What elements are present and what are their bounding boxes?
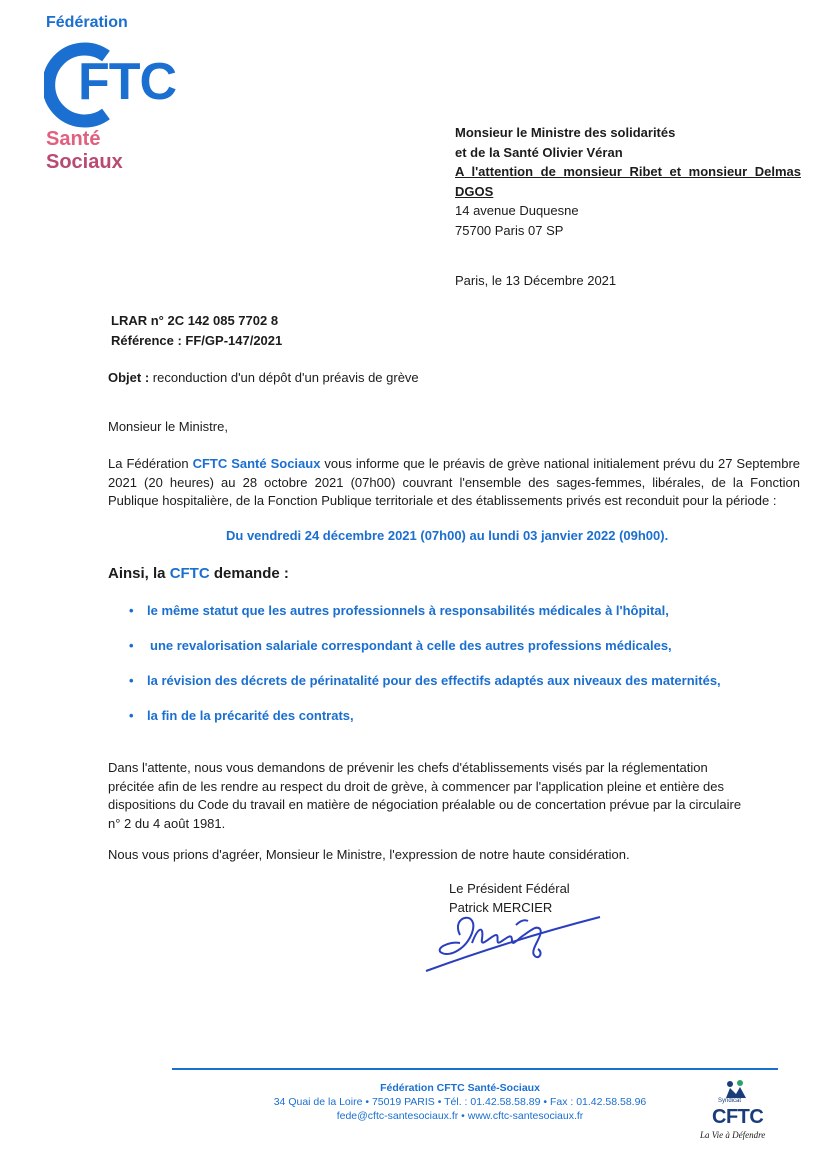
demand-text: une revalorisation salariale correspondant à celle des autres professions médicales, — [150, 638, 672, 653]
demands-heading-brand: CFTC — [169, 565, 210, 582]
footer-cftc-logo — [700, 1080, 780, 1150]
recipient-city: 75700 Paris 07 SP — [455, 222, 564, 238]
closing-formula: Nous vous prions d'agréer, Monsieur le Ministre, l'expression de notre haute considération. — [108, 847, 630, 862]
bullet-icon: • — [129, 708, 134, 723]
recipient-block — [455, 123, 801, 240]
intro-brand: CFTC Santé Sociaux — [192, 456, 321, 471]
logo-figures-icon — [724, 1080, 748, 1098]
references-block — [111, 311, 282, 351]
strike-period: Du vendredi 24 décembre 2021 (07h00) au lundi 03 janvier 2022 (09h00). — [226, 528, 669, 543]
demand-text: la fin de la précarité des contrats, — [147, 708, 354, 723]
footer-logo-cftc: CFTC — [712, 1106, 764, 1128]
logo-sociaux-text: Sociaux — [46, 151, 123, 173]
bullet-icon: • — [129, 638, 134, 653]
handwritten-signature-icon — [420, 905, 605, 977]
demands-heading-start: Ainsi, la — [108, 565, 170, 582]
demand-text: la révision des décrets de périnatalité pour des effectifs adaptés aux niveaux des maternités, — [147, 673, 721, 688]
letter-date: Paris, le 13 Décembre 2021 — [455, 273, 617, 288]
subject-text: reconduction d'un dépôt d'un préavis de grève — [149, 370, 419, 385]
logo-federation-text: Fédération — [46, 14, 128, 31]
recipient-street: 14 avenue Duquesne — [455, 203, 579, 218]
intro-text-rest: vous informe que le préavis de grève national initialement prévu du 27 Septembre 2021 (20 heures) au 28 octobre 2021 (07h00) couvrant l'ensemble des sages-femmes, libérales, de la Fonction Publique hospitalière, de la Fonction Publique territoriale et des établissements privés est reconduit pour la période : — [108, 456, 800, 508]
logo-sante-text: Santé — [46, 128, 101, 150]
recipient-line-2: et de la Santé Olivier Véran — [455, 144, 623, 160]
recipient-attention: A l'attention de monsieur Ribet et monsieur Delmas — [455, 164, 801, 179]
footer-logo-syndicat: Syndicat — [718, 1098, 742, 1104]
demand-item — [129, 673, 721, 688]
demand-item — [129, 638, 672, 653]
signatory-title: Le Président Fédéral — [449, 881, 570, 896]
bullet-icon: • — [129, 673, 134, 688]
footer-divider — [172, 1068, 778, 1070]
demands-heading-end: demande : — [209, 565, 289, 582]
bullet-icon: • — [129, 603, 134, 618]
footer-logo-tagline: La Vie à Défendre — [700, 1130, 766, 1140]
footer-address: 34 Quai de la Loire • 75019 PARIS • Tél. : 01.42.58.58.89 • Fax : 01.42.58.58.96 — [273, 1096, 647, 1108]
demand-text: le même statut que les autres professionnels à responsabilités médicales à l'hôpital, — [147, 603, 669, 618]
reference-number: Référence : FF/GP-147/2021 — [111, 333, 283, 348]
closing-paragraph: Dans l'attente, nous vous demandons de prévenir les chefs d'établissements visés par la réglementation précitée afin de les rendre au respect du droit de grève, à commencer par l'application pleine et entière des dispositions du Code du travail en matière de négociation préalable ou de concertation prévue par la circulaire n° 2 du 4 août 1981. — [108, 760, 742, 831]
recipient-dgos: DGOS — [455, 183, 494, 199]
lrar-number: LRAR n° 2C 142 085 7702 8 — [111, 313, 279, 328]
intro-text-start: La Fédération — [108, 456, 193, 471]
demand-item — [129, 603, 669, 618]
logo-cftc-text: FTC — [78, 53, 177, 111]
demand-item — [129, 708, 354, 723]
salutation: Monsieur le Ministre, — [108, 419, 228, 434]
intro-paragraph — [108, 455, 800, 511]
signatory-name: Patrick MERCIER — [449, 900, 553, 915]
footer-contact: fede@cftc-santesociaux.fr • www.cftc-santesociaux.fr — [336, 1110, 584, 1122]
subject-label: Objet : — [108, 370, 150, 385]
demands-heading — [108, 565, 289, 582]
recipient-line-1: Monsieur le Ministre des solidarités — [455, 125, 676, 140]
subject-line — [108, 370, 419, 385]
footer-org: Fédération CFTC Santé-Sociaux — [380, 1082, 540, 1094]
